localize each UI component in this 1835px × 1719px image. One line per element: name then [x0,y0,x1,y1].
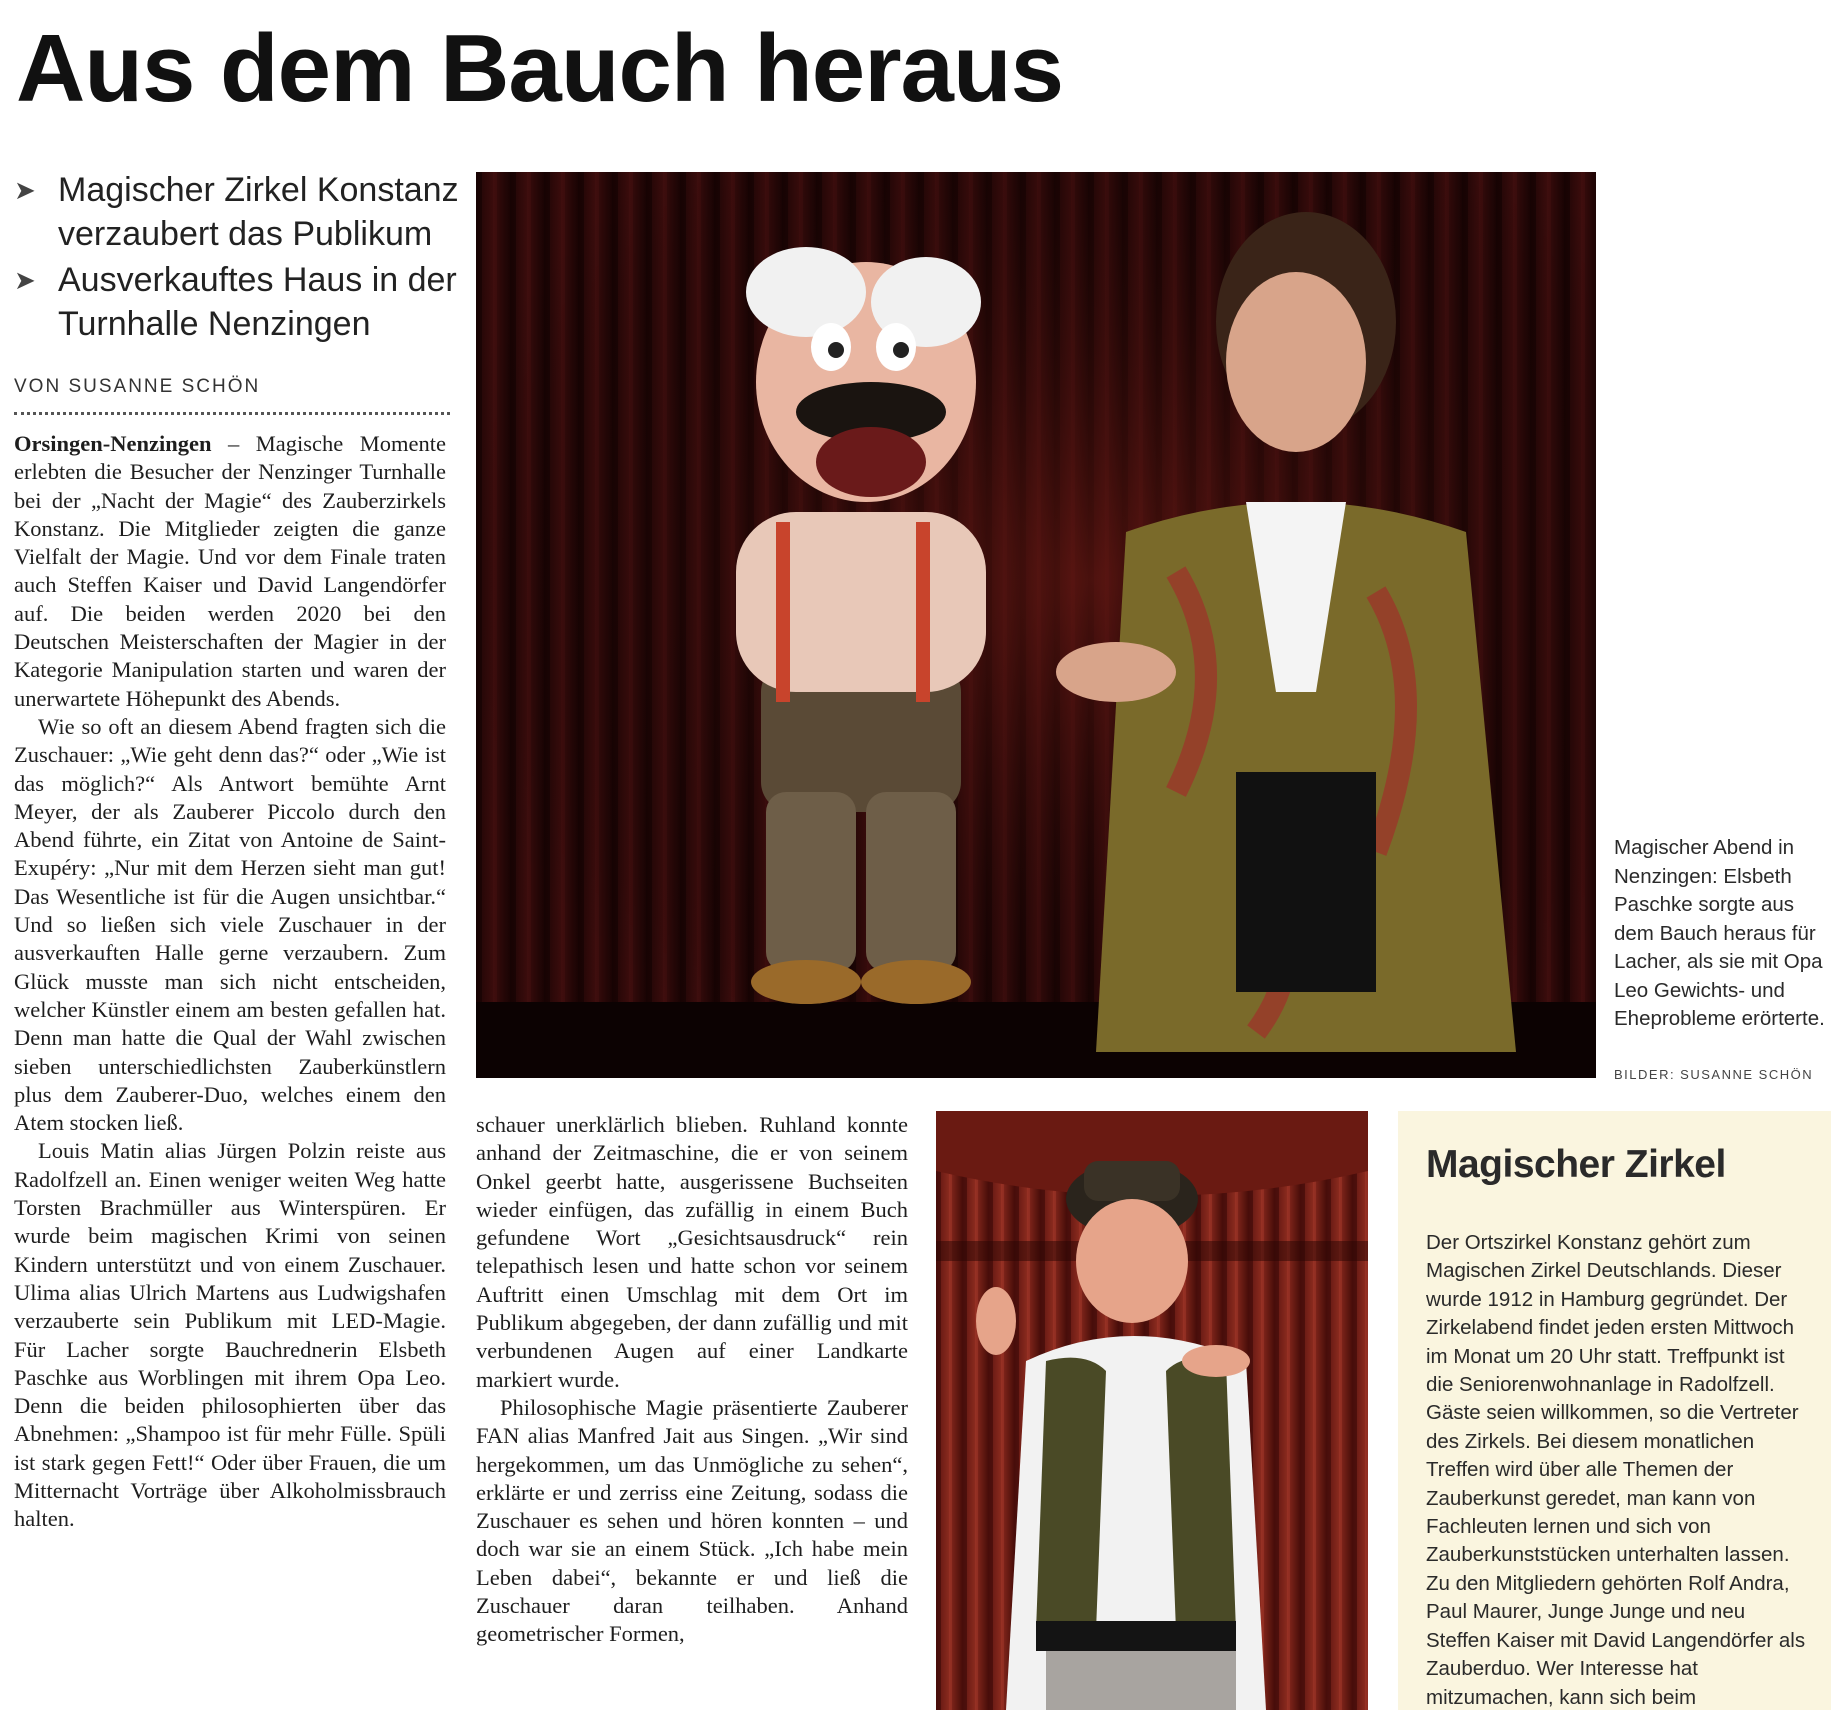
teaser-arrow-icon: ➤ [14,265,36,295]
byline-divider [14,412,450,415]
article-column-2 [476,1111,908,1649]
teaser-item [14,168,474,256]
info-box [1398,1111,1831,1710]
photo-credit: BILDER: SUSANNE SCHÖN [1614,1067,1814,1082]
main-photo-illustration [476,172,1596,1078]
info-box-title: Magischer Zirkel [1426,1143,1726,1186]
teaser-item [14,258,474,346]
teaser-arrow-icon: ➤ [14,175,36,205]
body-paragraph: Louis Matin alias Jürgen Polzin reiste aus Radolfzell an. Einen weniger weiten Weg hatte Torsten Brachmüller aus Winterspüren. Er wurde beim magischen Krimi von seinen Kindern unterstützt und von einem Zuschauer. Ulima alias Ulrich Martens aus Ludwigshafen verzauberte sein Publikum mit LED-Magie. Für Lacher sorgte Bauchrednerin Elsbeth Paschke aus Worblingen mit ihrem Opa Leo. Denn die beiden philosophierten über das Abnehmen: „Shampoo ist für mehr Fülle. Spüli ist stark gegen Fett!“ Oder über Frauen, die um Mitternacht Vorträge über Alkoholmissbrauch halten. [14,1138,446,1532]
dateline-place: Orsingen-Nenzingen [14,431,212,456]
lead-paragraph [14,430,446,713]
teaser-list [14,168,474,348]
body-paragraph: Philosophische Magie präsentierte Zauberer FAN alias Manfred Jait aus Singen. „Wir sind hergekommen, um das Unmögliche zu sehen“, erklärte er und zerriss eine Zeitung, sodass die Zuschauer es sehen und hören konnten – und doch war sie an einem Stück. „Ich habe mein Leben dabei“, bekannte er und ließ die Zuschauer daran teilhaben. Anhand geometrischer Formen, [476,1394,908,1647]
info-box-paragraph: Der Ortszirkel Konstanz gehört zum Magischen Zirkel Deutschlands. Dieser wurde 1912 in Hamburg gegründet. Der Zirkelabend findet jeden ersten Mittwoch im Monat um 20 Uhr statt. Treffpunkt ist die Seniorenwohnanlage in Radolfzell. Gäste seien willkommen, so die Vertreter des Zirkels. Bei diesem monatlichen Treffen wird über alle Themen der Zauberkunst geredet, man kann von Fachleuten lernen und sich von Zauberkunststücken unterhalten lassen. Zu den Mitgliedern gehörten Rolf Andra, Paul Maurer, Junge Junge und neu Steffen Kaiser mit David Langendörfer als Zauberduo. Wer Interesse hat mitzumachen, kann sich beim [1426,1231,1806,1709]
headline: Aus dem Bauch heraus [16,15,1063,122]
main-photo [476,172,1596,1078]
info-box-text [1426,1229,1808,1712]
teaser-text: Magischer Zirkel Konstanz verzaubert das Publikum [58,171,459,253]
body-paragraph: schauer unerklärlich blieben. Ruhland konnte anhand der Zeitmaschine, die er von seinem Onkel geerbt hatte, ausgerissene Buchseiten wieder einfügen, das zufällig in einem Buch gefundene Wort „Gesichtsausdruck“ rein telepathisch lesen und hatte schon vor seinem Auftritt einen Umschlag mit dem Ort im Publikum abgegeben, der dann zufällig und mit verbundenen Augen auf einer Landkarte markiert wurde. [476,1112,908,1392]
photo-caption: Magischer Abend in Nenzingen: Elsbeth Paschke sorgte aus dem Bauch heraus für Lacher, als sie mit Opa Leo Gewichts- und Eheprobleme erörterte. [1614,836,1825,1030]
secondary-photo [936,1111,1368,1710]
teaser-text: Ausverkauftes Haus in der Turnhalle Nenzingen [58,261,457,343]
article-column-1 [14,430,446,1534]
secondary-photo-illustration [936,1111,1368,1710]
body-paragraph: Wie so oft an diesem Abend fragten sich die Zuschauer: „Wie geht denn das?“ oder „Wie ist das möglich?“ Als Antwort bemühte Arnt Meyer, der als Zauberer Piccolo durch den Abend führte, ein Zitat von Antoine de Saint-Exupéry: „Nur mit dem Herzen sieht man gut! Das Wesentliche ist für die Augen unsichtbar.“ Und so ließen sich viele Zuschauer in der ausverkauften Halle gerne verzaubern. Zum Glück musste man sich nicht entscheiden, welcher Künstler einem am besten gefallen hat. Denn man hatte die Qual der Wahl zwischen sieben unterschiedlichsten Zauberkünstlern plus dem Zauberer-Duo, welches einem den Atem stocken ließ. [14,713,446,1136]
lead-text: – Magische Momente erlebten die Besucher der Nenzinger Turnhalle bei der „Nacht der Magie“ des Zauberzirkels Konstanz. Die Mitglieder zeigten die ganze Vielfalt der Magie. Und vor dem Finale traten auch Steffen Kaiser und David Langendörfer auf. Die beiden werden 2020 bei den Deutschen Meisterschaften der Magier in der Kategorie Manipulation starten und waren der unerwartete Höhepunkt des Abends. [14,431,446,711]
byline: VON SUSANNE SCHÖN [14,376,261,397]
